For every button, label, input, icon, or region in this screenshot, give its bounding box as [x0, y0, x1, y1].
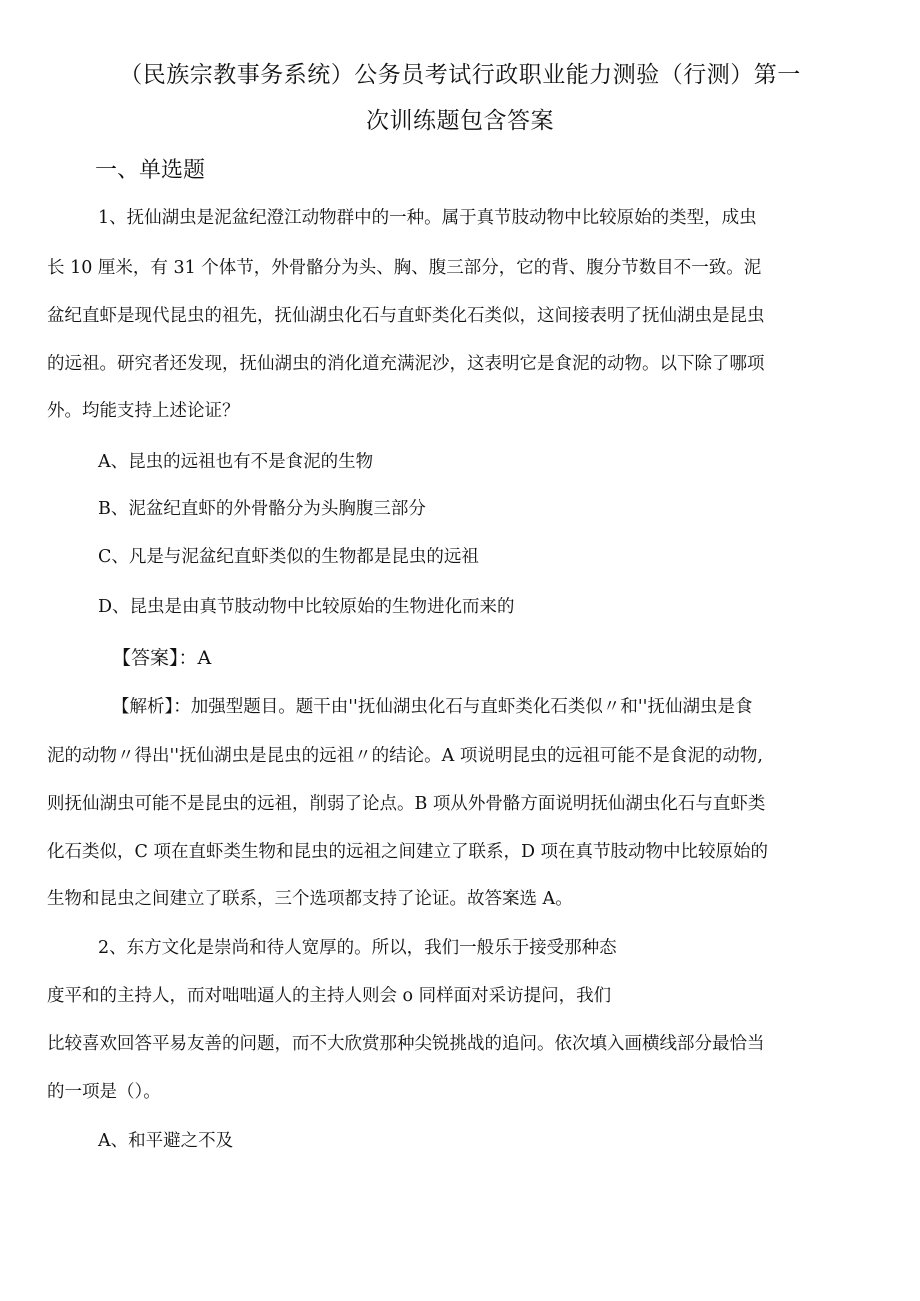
answer-label: 【答案】： [112, 647, 198, 669]
question-1-analysis-line: 则抚仙湖虫可能不是昆虫的远祖，削弱了论点。B 项从外骨骼方面说明抚仙湖虫化石与直虾类 [47, 794, 766, 814]
question-1-analysis-line: 【解析】：加强型题目。题干由''抚仙湖虫化石与直虾类化石类似〃和''抚仙湖虫是食 [112, 697, 753, 717]
question-1-stem-line: 的远祖。研究者还发现，抚仙湖虫的消化道充满泥沙，这表明它是食泥的动物。以下除了哪项 [47, 354, 765, 374]
question-1-answer [112, 644, 211, 674]
question-2-stem-line: 比较喜欢回答平易友善的问题，而不大欣赏那种尖锐挑战的追问。依次填入画横线部分最恰当 [47, 1034, 765, 1054]
question-2-stem-line: 2、东方文化是崇尚和待人宽厚的。所以，我们一般乐于接受那种态 [98, 938, 617, 958]
question-1-analysis-line: 化石类似，C 项在直虾类生物和昆虫的远祖之间建立了联系，D 项在真节肢动物中比较原始的 [47, 842, 769, 862]
question-1-analysis-line: 泥的动物〃得出''抚仙湖虫是昆虫的远祖〃的结论。A 项说明昆虫的远祖可能不是食泥的动物, [47, 746, 763, 766]
document-title-line-2: 次训练题包含答案 [366, 108, 554, 134]
question-2-stem-line: 度平和的主持人，而对咄咄逼人的主持人则会 o 同样面对采访提问，我们 [47, 986, 612, 1006]
question-1-option-a: A、昆虫的远祖也有不是食泥的生物 [98, 452, 374, 472]
question-1-option-b: B、泥盆纪直虾的外骨骼分为头胸腹三部分 [98, 499, 426, 519]
question-1-stem-line: 外。均能支持上述论证？ [47, 401, 240, 421]
question-1-stem-line: 1、抚仙湖虫是泥盆纪澄江动物群中的一种。属于真节肢动物中比较原始的类型，成虫 [98, 208, 757, 228]
question-2-option-a: A、和平避之不及 [98, 1131, 234, 1151]
document-title-line-1: （民族宗教事务系统）公务员考试行政职业能力测验（行测）第一 [119, 62, 801, 88]
question-1-option-c: C、凡是与泥盆纪直虾类似的生物都是昆虫的远祖 [98, 547, 479, 567]
answer-value: A [197, 647, 212, 669]
question-2-stem-line: 的一项是（）。 [47, 1082, 161, 1102]
question-1-stem-line: 长 10 厘米，有 31 个体节，外骨骼分为头、胸、腹三部分，它的背、腹分节数目不一致。泥 [47, 258, 762, 278]
question-1-option-d: D、昆虫是由真节肢动物中比较原始的生物进化而来的 [98, 597, 515, 617]
section-heading: 一、单选题 [95, 158, 206, 183]
question-1-stem-line: 盆纪直虾是现代昆虫的祖先，抚仙湖虫化石与直虾类化石类似，这间接表明了抚仙湖虫是昆虫 [47, 306, 765, 326]
question-1-analysis-line: 生物和昆虫之间建立了联系，三个选项都支持了论证。故答案选 A。 [47, 889, 573, 909]
